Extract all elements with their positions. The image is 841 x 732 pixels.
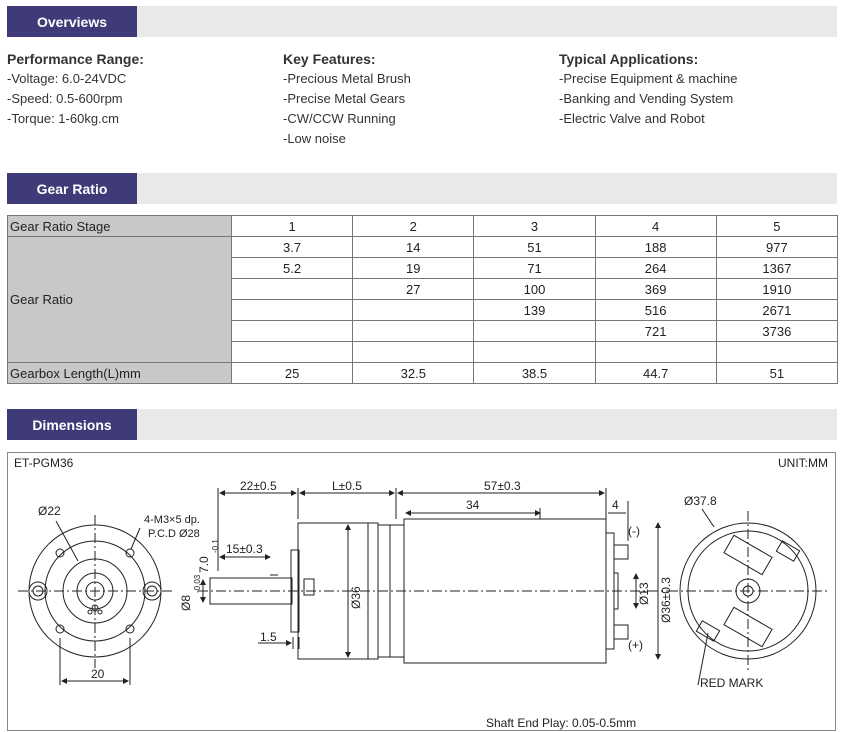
applications-column	[559, 49, 737, 129]
ratio-cell	[716, 342, 837, 363]
performance-item: -Torque: 1-60kg.cm	[7, 111, 119, 126]
stage-label: Gear Ratio Stage	[8, 216, 232, 237]
performance-item: -Speed: 0.5-600rpm	[7, 91, 123, 106]
ratio-cell	[474, 321, 595, 342]
length-cell: 44.7	[595, 363, 716, 384]
feature-item: -Low noise	[283, 131, 346, 146]
ratio-cell: 19	[353, 258, 474, 279]
dimension-drawing	[7, 452, 836, 731]
dim-22: 22±0.5	[240, 479, 277, 493]
ratio-cell: 188	[595, 237, 716, 258]
terminal-plus: (+)	[628, 638, 643, 652]
ratio-cell	[232, 342, 353, 363]
ratio-cell	[353, 321, 474, 342]
length-cell: 25	[232, 363, 353, 384]
application-item: -Electric Valve and Robot	[559, 111, 705, 126]
ratio-cell: 27	[353, 279, 474, 300]
ratio-cell: 139	[474, 300, 595, 321]
feature-item: -Precise Metal Gears	[283, 91, 406, 106]
dim-1-5: 1.5	[260, 630, 277, 644]
overview-columns	[7, 49, 837, 159]
overviews-title: Overviews	[7, 6, 137, 37]
dim-36-tol: Ø36±0.3	[659, 577, 673, 623]
ratio-cell: 14	[353, 237, 474, 258]
dim-15: 15±0.3	[226, 542, 263, 556]
technical-drawing	[8, 453, 837, 732]
dim-m3: 4-M3×5 dp.	[144, 514, 200, 526]
ratio-cell: 51	[474, 237, 595, 258]
stage-row	[8, 216, 838, 237]
ratio-cell: 369	[595, 279, 716, 300]
ratio-cell: 264	[595, 258, 716, 279]
ratio-cell	[595, 342, 716, 363]
dim-L: L±0.5	[332, 479, 362, 493]
ratio-cell: 516	[595, 300, 716, 321]
key-features-column	[283, 49, 411, 149]
stage-cell: 2	[353, 216, 474, 237]
gear-ratio-title: Gear Ratio	[7, 173, 137, 204]
feature-item: -CW/CCW Running	[283, 111, 396, 126]
length-label: Gearbox Length(L)mm	[8, 363, 232, 384]
ratio-cell	[353, 300, 474, 321]
dim-d22: Ø22	[38, 504, 61, 518]
ratio-cell: 71	[474, 258, 595, 279]
ratio-cell: 721	[595, 321, 716, 342]
length-cell: 32.5	[353, 363, 474, 384]
overviews-header-bar	[7, 6, 837, 37]
dim-7-tol: -0.1	[211, 539, 220, 553]
dim-8-tol: -0.03	[193, 574, 202, 593]
dim-7: 7.0	[197, 556, 211, 573]
features-heading: Key Features:	[283, 51, 376, 67]
rear-view	[668, 509, 828, 685]
ratio-cell	[232, 300, 353, 321]
ratio-cell: 100	[474, 279, 595, 300]
gear-ratio-header-bar	[7, 173, 837, 204]
length-cell: 38.5	[474, 363, 595, 384]
front-view	[18, 515, 173, 685]
dim-36: Ø36	[349, 586, 363, 609]
dim-378: Ø37.8	[684, 494, 717, 508]
performance-item: -Voltage: 6.0-24VDC	[7, 71, 127, 86]
dimensions-title: Dimensions	[7, 409, 137, 440]
ratio-label: Gear Ratio	[8, 237, 232, 363]
ratio-cell: 2671	[716, 300, 837, 321]
ratio-cell: 1367	[716, 258, 837, 279]
ratio-cell: 3.7	[232, 237, 353, 258]
ratio-cell: 1910	[716, 279, 837, 300]
ratio-cell	[232, 279, 353, 300]
application-item: -Precise Equipment & machine	[559, 71, 738, 86]
ratio-cell	[232, 321, 353, 342]
performance-heading: Performance Range:	[7, 51, 144, 67]
length-row	[8, 363, 838, 384]
unit-label: UNIT:MM	[778, 456, 828, 470]
dim-34: 34	[466, 498, 480, 512]
stage-cell: 4	[595, 216, 716, 237]
ratio-cell: 977	[716, 237, 837, 258]
shaft-end-play: Shaft End Play: 0.05-0.5mm	[486, 716, 637, 730]
dim-w20: 20	[91, 667, 105, 681]
dim-13: Ø13	[637, 582, 651, 605]
dimensions-header-bar	[7, 409, 837, 440]
gear-ratio-table	[7, 215, 838, 384]
dim-pcd: P.C.D Ø28	[148, 528, 200, 540]
applications-heading: Typical Applications:	[559, 51, 699, 67]
model-label: ET-PGM36	[14, 456, 74, 470]
dim-4: 4	[612, 498, 619, 512]
performance-range-column	[7, 49, 144, 129]
stage-cell: 5	[716, 216, 837, 237]
stage-cell: 3	[474, 216, 595, 237]
ratio-cell: 5.2	[232, 258, 353, 279]
dim-57: 57±0.3	[484, 479, 521, 493]
terminal-minus: (-)	[628, 524, 640, 538]
stage-cell: 1	[232, 216, 353, 237]
dim-8: Ø8	[179, 594, 193, 611]
ratio-cell	[353, 342, 474, 363]
ratio-row	[8, 237, 838, 258]
ratio-cell	[474, 342, 595, 363]
length-cell: 51	[716, 363, 837, 384]
red-mark-label: RED MARK	[700, 676, 764, 690]
ratio-cell: 3736	[716, 321, 837, 342]
application-item: -Banking and Vending System	[559, 91, 734, 106]
feature-item: -Precious Metal Brush	[283, 71, 411, 86]
